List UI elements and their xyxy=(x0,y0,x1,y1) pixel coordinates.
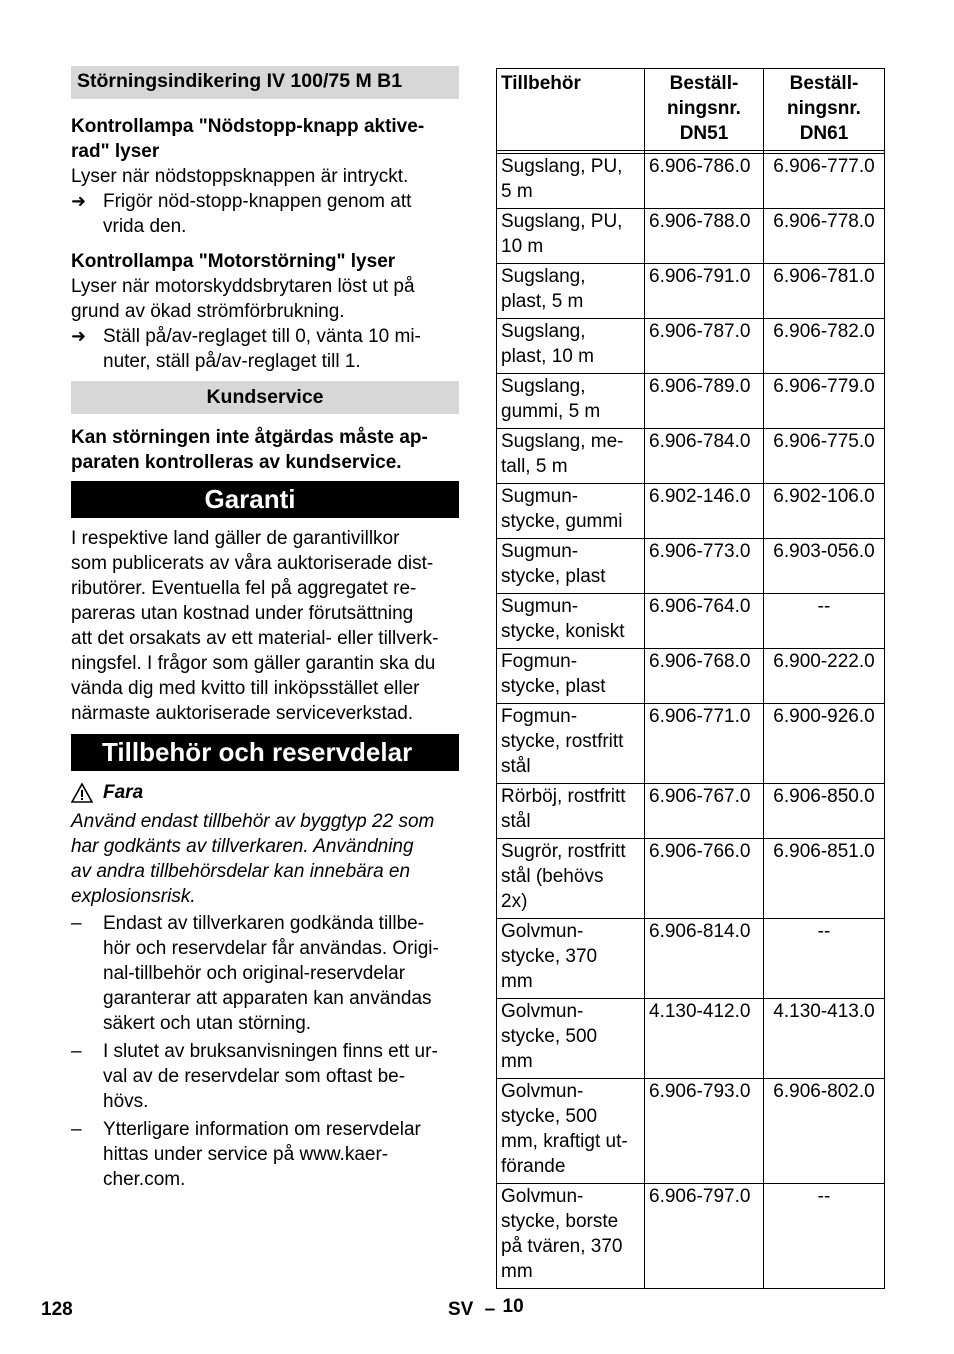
accessory-name-line: stycke, 500 xyxy=(501,1106,598,1127)
accessory-name-cell xyxy=(497,1079,645,1184)
accessory-name-line: mm xyxy=(501,1261,533,1282)
accessory-name-line: stål (behövs xyxy=(501,866,604,887)
danger-text-line: Använd endast tillbehör av byggtyp 22 som xyxy=(71,811,435,832)
accessory-name-line: Sugrör, rostfritt xyxy=(501,841,626,862)
accessory-name-line: mm xyxy=(501,1051,533,1072)
order-number-dn51-cell: 6.906-797.0 xyxy=(645,1184,764,1289)
dash-bullet-icon: – xyxy=(71,913,82,934)
accessory-name-cell xyxy=(497,319,645,374)
table-row xyxy=(497,649,885,704)
accessory-name-line: Golvmun- xyxy=(501,1081,584,1102)
warranty-text-line: närmaste auktoriserade serviceverkstad. xyxy=(71,703,414,724)
warranty-text-line: som publicerats av våra auktoriserade dist- xyxy=(71,553,434,574)
order-number-dn61-cell: -- xyxy=(764,594,885,649)
order-number-dn51-cell: 6.906-789.0 xyxy=(645,374,764,429)
list-item-line: hövs. xyxy=(103,1091,149,1112)
table-row xyxy=(497,539,885,594)
header-line: DN61 xyxy=(799,123,849,144)
table-row xyxy=(497,1184,885,1289)
accessory-name-line: plast, 5 m xyxy=(501,291,584,312)
accessory-name-line: Sugslang, PU, xyxy=(501,156,623,177)
accessory-name-cell xyxy=(497,264,645,319)
list-item-line: Ytterligare information om reservdelar xyxy=(103,1119,421,1140)
lamp-motor-fault-text-line2: grund av ökad strömförbrukning. xyxy=(71,301,345,322)
accessory-name-line: Sugslang, xyxy=(501,266,586,287)
accessory-name-cell xyxy=(497,484,645,539)
accessory-name-line: tall, 5 m xyxy=(501,456,568,477)
accessory-name-line: stycke, koniskt xyxy=(501,621,625,642)
footer-language: SV xyxy=(448,1299,474,1320)
lamp-motor-fault-title: Kontrollampa "Motorstörning" lyser xyxy=(71,251,396,272)
accessory-name-line: gummi, 5 m xyxy=(501,401,601,422)
accessory-name-line: Sugslang, me- xyxy=(501,431,624,452)
order-number-dn51-cell: 4.130-412.0 xyxy=(645,999,764,1079)
header-dn51 xyxy=(645,69,764,151)
warning-triangle-icon xyxy=(71,783,93,803)
lamp-emergency-stop-title-line1: Kontrollampa "Nödstopp-knapp aktive- xyxy=(71,116,425,137)
lamp-emergency-stop-text: Lyser när nödstoppsknappen är intryckt. xyxy=(71,166,409,187)
warranty-text-line: I respektive land gäller de garantivillkor xyxy=(71,528,400,549)
header-line: DN51 xyxy=(679,123,729,144)
lamp-emergency-stop-action xyxy=(71,189,459,239)
accessory-name-line: stål xyxy=(501,756,531,777)
warranty-text-line: pareras utan kostnad under förutsättning xyxy=(71,603,414,624)
accessory-name-line: stycke, gummi xyxy=(501,511,623,532)
accessory-name-line: mm, kraftigt ut- xyxy=(501,1131,628,1152)
customer-service-text xyxy=(71,425,459,475)
order-number-dn61-cell: 6.906-802.0 xyxy=(764,1079,885,1184)
table-row xyxy=(497,374,885,429)
accessory-name-cell xyxy=(497,154,645,209)
accessory-name-line: på tvären, 370 xyxy=(501,1236,623,1257)
section-title-fault-indication: Störningsindikering IV 100/75 M B1 xyxy=(71,66,459,99)
order-number-dn51-cell: 6.906-767.0 xyxy=(645,784,764,839)
order-number-dn61-cell: 6.900-926.0 xyxy=(764,704,885,784)
lamp-motor-fault-text-line1: Lyser när motorskyddsbrytaren löst ut på xyxy=(71,276,415,297)
accessory-name-cell xyxy=(497,539,645,594)
header-line: ningsnr. xyxy=(787,98,861,119)
accessory-name-cell xyxy=(497,999,645,1079)
left-column xyxy=(71,66,459,1192)
header-accessory: Tillbehör xyxy=(497,69,645,151)
list-item-line: hittas under service på www.kaer- xyxy=(103,1144,389,1165)
list-item-line: säkert och utan störning. xyxy=(103,1013,312,1034)
footer-language-page xyxy=(448,1297,524,1322)
danger-text xyxy=(71,809,459,909)
accessory-name-cell xyxy=(497,704,645,784)
list-item-line: garanterar att apparaten kan användas xyxy=(103,988,432,1009)
accessory-name-cell xyxy=(497,919,645,999)
order-number-dn51-cell: 6.906-773.0 xyxy=(645,539,764,594)
list-item-line: val av de reservdelar som oftast be- xyxy=(103,1066,406,1087)
accessory-name-line: Rörböj, rostfritt xyxy=(501,786,626,807)
accessory-name-line: 2x) xyxy=(501,891,528,912)
table-row xyxy=(497,919,885,999)
table-row xyxy=(497,594,885,649)
accessory-name-cell xyxy=(497,374,645,429)
order-number-dn51-cell: 6.906-814.0 xyxy=(645,919,764,999)
list-item-line: Endast av tillverkaren godkända tillbe- xyxy=(103,913,425,934)
order-number-dn51-cell: 6.906-788.0 xyxy=(645,209,764,264)
accessory-name-line: plast, 10 m xyxy=(501,346,594,367)
order-number-dn61-cell: 6.906-850.0 xyxy=(764,784,885,839)
lamp-emergency-stop-title-line2: rad" lyser xyxy=(71,141,160,162)
customer-service-line1: Kan störningen inte åtgärdas måste ap- xyxy=(71,427,428,448)
lamp-motor-fault-action xyxy=(71,324,459,374)
table-row xyxy=(497,429,885,484)
danger-heading xyxy=(71,780,459,805)
order-number-dn51-cell: 6.906-764.0 xyxy=(645,594,764,649)
table-row xyxy=(497,704,885,784)
accessories-table-container xyxy=(496,68,883,1289)
accessory-name-cell xyxy=(497,429,645,484)
accessory-name-cell xyxy=(497,209,645,264)
table-header-row xyxy=(497,69,885,151)
order-number-dn61-cell: -- xyxy=(764,1184,885,1289)
list-item xyxy=(71,911,459,1036)
accessory-name-cell xyxy=(497,784,645,839)
accessory-name-line: stycke, rostfritt xyxy=(501,731,624,752)
footer-sub-page: 10 xyxy=(502,1296,524,1317)
customer-service-line2: paraten kontrolleras av kundservice. xyxy=(71,452,402,473)
order-number-dn61-cell: 6.906-782.0 xyxy=(764,319,885,374)
accessory-name-cell xyxy=(497,649,645,704)
section-title-warranty xyxy=(71,481,459,518)
accessory-name-line: Sugmun- xyxy=(501,541,579,562)
accessory-name-cell xyxy=(497,594,645,649)
accessories-bullet-list xyxy=(71,911,459,1192)
header-line: Beställ- xyxy=(669,73,739,94)
order-number-dn51-cell: 6.906-784.0 xyxy=(645,429,764,484)
danger-text-line: har godkänts av tillverkaren. Användning xyxy=(71,836,414,857)
danger-text-line: explosionsrisk. xyxy=(71,886,196,907)
order-number-dn61-cell: 6.906-781.0 xyxy=(764,264,885,319)
table-row xyxy=(497,1079,885,1184)
warranty-text-line: ributörer. Eventuella fel på aggregatet re- xyxy=(71,578,417,599)
accessory-name-line: stycke, plast xyxy=(501,566,606,587)
table-row xyxy=(497,209,885,264)
list-item-line: nal-tillbehör och original-reservdelar xyxy=(103,963,406,984)
danger-label: Fara xyxy=(103,782,144,803)
accessory-name-line: Sugmun- xyxy=(501,486,579,507)
order-number-dn61-cell: -- xyxy=(764,919,885,999)
dash-bullet-icon: – xyxy=(71,1041,82,1062)
accessory-name-cell xyxy=(497,839,645,919)
accessory-name-line: Golvmun- xyxy=(501,1001,584,1022)
list-item-line: hör och reservdelar får användas. Origi- xyxy=(103,938,439,959)
accessory-name-line: 5 m xyxy=(501,181,533,202)
table-row xyxy=(497,784,885,839)
warranty-text-line: att det orsakats av ett material- eller tillverk- xyxy=(71,628,439,649)
table-row xyxy=(497,484,885,539)
order-number-dn51-cell: 6.906-793.0 xyxy=(645,1079,764,1184)
danger-text-line: av andra tillbehörsdelar kan innebära en xyxy=(71,861,411,882)
order-number-dn61-cell: 6.906-851.0 xyxy=(764,839,885,919)
accessory-name-line: stål xyxy=(501,811,531,832)
accessory-name-line: förande xyxy=(501,1156,566,1177)
table-row xyxy=(497,999,885,1079)
order-number-dn51-cell: 6.902-146.0 xyxy=(645,484,764,539)
order-number-dn61-cell: 6.906-777.0 xyxy=(764,154,885,209)
accessory-name-line: Sugslang, PU, xyxy=(501,211,623,232)
warranty-title-text: Garanti xyxy=(204,484,296,514)
order-number-dn51-cell: 6.906-766.0 xyxy=(645,839,764,919)
accessory-name-line: stycke, 500 xyxy=(501,1026,598,1047)
accessory-name-line: 10 m xyxy=(501,236,544,257)
table-row xyxy=(497,319,885,374)
order-number-dn51-cell: 6.906-771.0 xyxy=(645,704,764,784)
warranty-text-line: vända dig med kvitto till inköpsstället eller xyxy=(71,678,420,699)
arrow-right-icon: ➜ xyxy=(71,191,87,211)
footer-dash: – xyxy=(484,1299,496,1320)
accessory-name-line: Golvmun- xyxy=(501,921,584,942)
action-line2: nuter, ställ på/av-reglaget till 1. xyxy=(103,351,361,372)
action-line2: vrida den. xyxy=(103,216,187,237)
accessories-table xyxy=(496,68,885,1289)
header-dn61 xyxy=(764,69,885,151)
accessory-name-line: stycke, borste xyxy=(501,1211,619,1232)
list-item xyxy=(71,1117,459,1192)
header-line: ningsnr. xyxy=(667,98,741,119)
warranty-text xyxy=(71,526,459,726)
table-row xyxy=(497,264,885,319)
list-item-line: cher.com. xyxy=(103,1169,186,1190)
order-number-dn61-cell: 6.906-779.0 xyxy=(764,374,885,429)
order-number-dn61-cell: 6.903-056.0 xyxy=(764,539,885,594)
lamp-emergency-stop-title xyxy=(71,114,459,164)
accessory-name-line: Golvmun- xyxy=(501,1186,584,1207)
section-title-customer-service: Kundservice xyxy=(71,381,459,414)
order-number-dn51-cell: 6.906-768.0 xyxy=(645,649,764,704)
warranty-text-line: ningsfel. I frågor som gäller garantin ska du xyxy=(71,653,436,674)
order-number-dn61-cell: 6.900-222.0 xyxy=(764,649,885,704)
list-item-line: I slutet av bruksanvisningen finns ett ur- xyxy=(103,1041,438,1062)
table-row xyxy=(497,839,885,919)
accessory-name-line: Fogmun- xyxy=(501,706,578,727)
order-number-dn61-cell: 4.130-413.0 xyxy=(764,999,885,1079)
accessory-name-line: stycke, 370 xyxy=(501,946,598,967)
dash-bullet-icon: – xyxy=(71,1119,82,1140)
order-number-dn51-cell: 6.906-786.0 xyxy=(645,154,764,209)
action-line1: Frigör nöd-stopp-knappen genom att xyxy=(103,191,412,212)
arrow-right-icon: ➜ xyxy=(71,326,87,346)
accessory-name-line: Sugslang, xyxy=(501,321,586,342)
action-line1: Ställ på/av-reglaget till 0, vänta 10 mi- xyxy=(103,326,421,347)
order-number-dn61-cell: 6.906-778.0 xyxy=(764,209,885,264)
accessory-name-line: Sugslang, xyxy=(501,376,586,397)
header-line: Beställ- xyxy=(789,73,859,94)
table-row xyxy=(497,154,885,209)
accessory-name-line: Fogmun- xyxy=(501,651,578,672)
page-number: 128 xyxy=(41,1299,73,1320)
accessory-name-line: stycke, plast xyxy=(501,676,606,697)
order-number-dn61-cell: 6.902-106.0 xyxy=(764,484,885,539)
accessory-name-line: Sugmun- xyxy=(501,596,579,617)
accessory-name-cell xyxy=(497,1184,645,1289)
order-number-dn51-cell: 6.906-791.0 xyxy=(645,264,764,319)
accessory-name-line: mm xyxy=(501,971,533,992)
section-title-accessories: Tillbehör och reservdelar xyxy=(71,734,459,771)
list-item xyxy=(71,1039,459,1114)
order-number-dn61-cell: 6.906-775.0 xyxy=(764,429,885,484)
order-number-dn51-cell: 6.906-787.0 xyxy=(645,319,764,374)
